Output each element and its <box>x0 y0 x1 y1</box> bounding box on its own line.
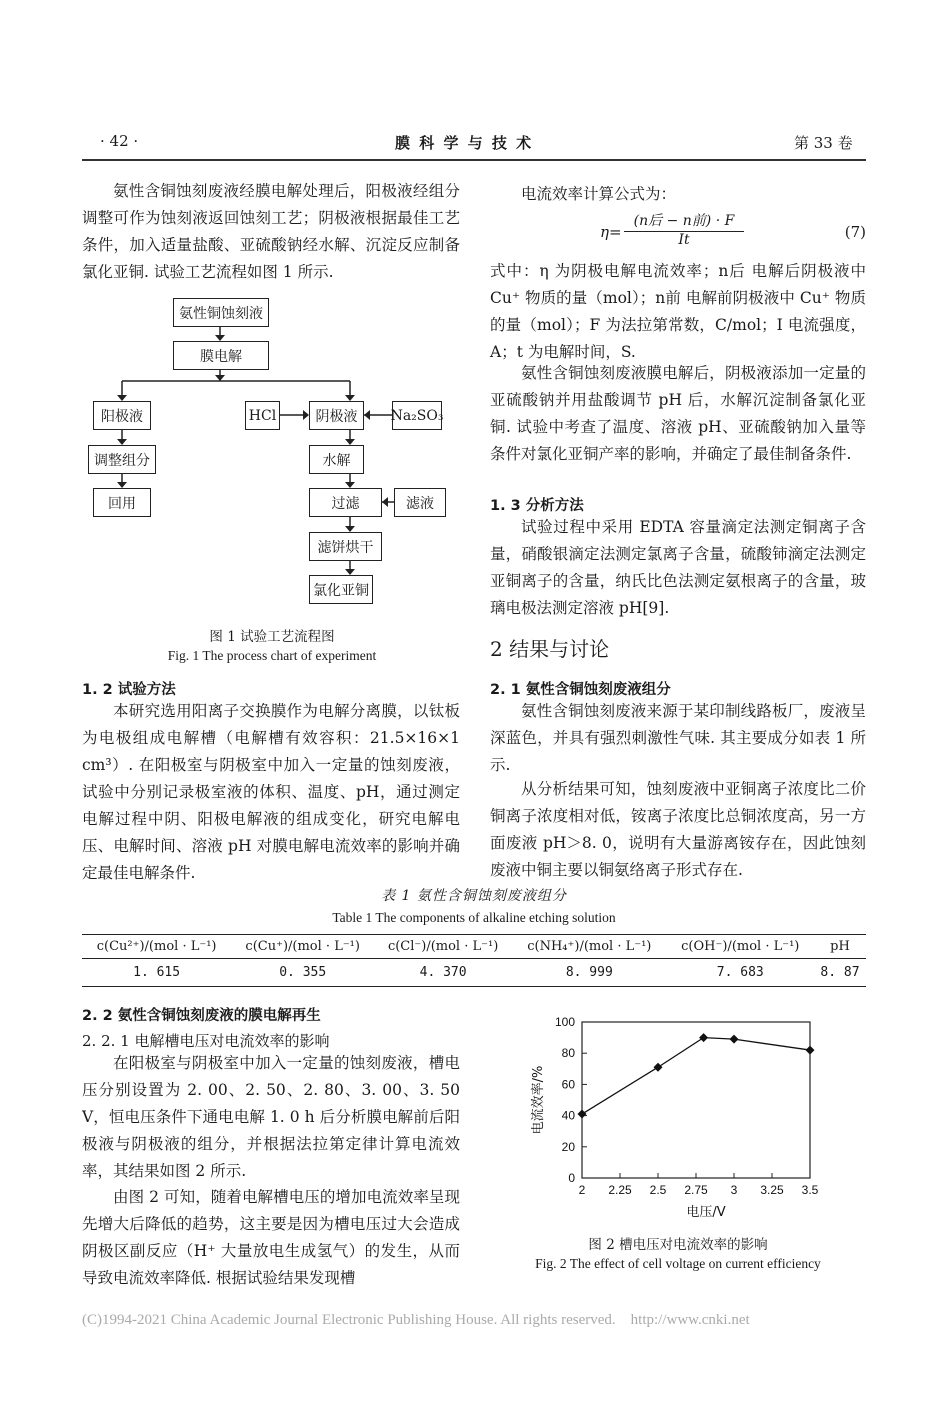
data-point <box>730 1035 739 1044</box>
table-header-cl: c(Cl⁻)/(mol · L⁻¹) <box>387 939 499 954</box>
equation-7 <box>600 210 866 255</box>
table-header-cu2: c(Cu²⁺)/(mol · L⁻¹) <box>96 939 217 954</box>
preparation-paragraph: 氨性含铜蚀刻废液膜电解后，阴极液添加一定量的亚硫酸钠并用盐酸调节 pH 后，水解沉淀制备氯化亚铜. 试验中考查了温度、溶液 pH、亚硫酸钠加入量等条件对氯化亚铜产率的影响，并确定了最佳制备条件. <box>490 364 866 463</box>
box-cake-drying: 滤饼烘干 <box>309 532 382 561</box>
data-point <box>654 1063 663 1072</box>
table-1-title-en: Table 1 The components of alkaline etching solution <box>332 910 616 925</box>
box-cuprous-chloride: 氯化亚铜 <box>309 575 373 604</box>
chart-svg <box>520 1010 840 1225</box>
y-axis-label: 电流效率/% <box>531 1065 546 1135</box>
voltage-result-paragraph: 由图 2 可知，随着电解槽电压的增加电流效率呈现先增大后降低的趋势，这主要是因为槽电压过大会造成阴极区副反应（H⁺ 大量放电生成氢气）的发生，从而导致电流效率降低. 根据试验结果发现槽 <box>82 1188 460 1287</box>
y-tick-label: 40 <box>561 1108 575 1123</box>
y-tick-label: 60 <box>561 1077 575 1092</box>
method-paragraph: 本研究选用阳离子交换膜作为电解分离膜，以钛板为电极组成电解槽（电解槽有效容积：21.5×16×1 cm³）. 在阳极室与阴极室中加入一定量的蚀刻废液，试验中分别记录极室液的体积、温度、pH，通过测定电解过程中阴、阳极电解液的组成变化，研究电解电压、电解时间、溶液 pH 对膜电解电流效率的影响并确定最佳电解条件. <box>82 702 460 882</box>
x-tick-label: 2 <box>578 1183 586 1197</box>
equation-denominator: It <box>678 232 690 248</box>
formula-description: 式中：η 为阴极电解电流效率；n后 电解后阴极液中 Cu⁺ 物质的量（mol）；n前 电解前阴极液中 Cu⁺ 物质的量（mol）；F 为法拉第常数，C/mol；I 电流强度，A；t 为电解时间，S. <box>490 262 866 361</box>
equation-fraction <box>624 210 744 248</box>
table-cell: 7. 683 <box>716 965 764 980</box>
y-tick-label: 100 <box>554 1015 575 1029</box>
box-na2so3: Na₂SO₃ <box>392 401 442 430</box>
table-row <box>82 959 866 987</box>
box-etching-waste: 氨性铜蚀刻液 <box>173 298 269 327</box>
box-hcl: HCl <box>245 401 280 430</box>
table-cell: 8. 87 <box>820 965 860 980</box>
figure-1-flowchart <box>82 295 462 615</box>
voltage-setup-paragraph: 在阳极室与阴极室中加入一定量的蚀刻废液，槽电压分别设置为 2. 00、2. 50、2. 80、3. 00、3. 50 V，恒电压条件下通电电解 1. 0 h 后分析膜电解前后阳极液与阴极液的组分，并根据法拉第定律计算电流效率，其结果如图 2 所示. <box>82 1054 460 1180</box>
figure-1-caption-en: Fig. 1 The process chart of experiment <box>167 648 377 663</box>
x-tick-label: 3.25 <box>760 1183 784 1197</box>
analysis-paragraph: 试验过程中采用 EDTA 容量滴定法测定铜离子含量，硝酸银滴定法测定氯离子含量，硫酸铈滴定法测定亚铜离子的含量，纳氏比色法测定氨根离子的含量，玻璃电极法测定溶液 pH[9]. <box>490 518 866 617</box>
table-cell: 1. 615 <box>133 965 181 980</box>
header-rule <box>82 159 866 161</box>
copyright-footer: (C)1994-2021 China Academic Journal Electronic Publishing House. All rights reserved. http://www.cnki.net <box>82 1312 750 1328</box>
box-hydrolysis: 水解 <box>309 445 364 474</box>
table-cell: 8. 999 <box>565 965 613 980</box>
x-tick-label: 2.75 <box>684 1183 708 1197</box>
y-tick-label: 80 <box>561 1046 575 1061</box>
box-adjust-composition: 调整组分 <box>88 445 156 474</box>
x-tick-label: 3.5 <box>801 1183 819 1197</box>
table-1 <box>82 934 866 987</box>
section-2-title: 2 结果与讨论 <box>490 637 610 661</box>
intro-paragraph: 氨性含铜蚀刻废液经膜电解处理后，阳极液经组分调整可作为蚀刻液返回蚀刻工艺；阴极液根据最佳工艺条件，加入适量盐酸、亚硫酸钠经水解、沉淀反应制备氯化亚铜. 试验工艺流程如图 1 所示. <box>82 182 460 281</box>
y-tick-label: 20 <box>561 1139 575 1154</box>
figure-1-caption-cn: 图 1 试验工艺流程图 <box>209 629 335 645</box>
table-1-title-cn: 表 1 氨性含铜蚀刻废液组分 <box>381 888 567 904</box>
waste-source-paragraph: 氨性含铜蚀刻废液来源于某印制线路板厂，废液呈深蓝色，并具有强烈刺激性气味. 其主要成分如表 1 所示. <box>490 702 866 774</box>
box-anolyte: 阳极液 <box>93 401 151 430</box>
section-1-3-title: 1. 3 分析方法 <box>490 498 584 514</box>
section-2-2-title: 2. 2 氨性含铜蚀刻废液的膜电解再生 <box>82 1008 321 1024</box>
table-header-cu1: c(Cu⁺)/(mol · L⁻¹) <box>245 939 360 954</box>
figure-2-caption-cn: 图 2 槽电压对电流效率的影响 <box>588 1237 768 1253</box>
equation-lhs: η= <box>600 223 622 241</box>
figure-2-caption-en: Fig. 2 The effect of cell voltage on current efficiency <box>535 1256 821 1271</box>
box-catholyte: 阴极液 <box>309 401 364 430</box>
box-filtrate: 滤液 <box>394 488 446 517</box>
x-axis-label: 电压/V <box>686 1205 726 1220</box>
box-reuse: 回用 <box>93 488 151 517</box>
series-line <box>582 1038 810 1114</box>
analysis-result-paragraph: 从分析结果可知，蚀刻废液中亚铜离子浓度比二价铜离子浓度相对低，铵离子浓度比总铜浓度高，另一方面废液 pH＞8. 0，说明有大量游离铵存在，因此蚀刻废液中铜主要以铜氨络离子形式存在. <box>490 780 866 879</box>
box-membrane-electrolysis: 膜电解 <box>173 341 269 370</box>
figure-2-chart <box>520 1010 840 1225</box>
box-filtration: 过滤 <box>309 488 382 517</box>
table-header-nh4: c(NH₄⁺)/(mol · L⁻¹) <box>527 939 652 954</box>
x-tick-label: 3 <box>730 1183 738 1197</box>
table-header-oh: c(OH⁻)/(mol · L⁻¹) <box>681 939 800 954</box>
data-point <box>578 1110 587 1119</box>
table-cell: 0. 355 <box>279 965 327 980</box>
page-number: · 42 · <box>100 132 139 150</box>
x-tick-label: 2.5 <box>649 1183 667 1197</box>
data-point <box>806 1046 815 1055</box>
formula-intro: 电流效率计算公式为： <box>521 185 677 203</box>
data-point <box>699 1033 708 1042</box>
section-2-1-title: 2. 1 氨性含铜蚀刻废液组分 <box>490 682 671 698</box>
table-cell: 4. 370 <box>419 965 467 980</box>
equation-number: (7) <box>844 223 866 241</box>
equation-numerator: (n后 − n前) · F <box>624 210 744 232</box>
section-1-2-title: 1. 2 试验方法 <box>82 682 176 698</box>
journal-title: 膜 科 学 与 技 术 <box>395 134 534 152</box>
x-tick-label: 2.25 <box>608 1183 632 1197</box>
section-2-2-1-title: 2. 2. 1 电解槽电压对电流效率的影响 <box>82 1032 330 1050</box>
table-header-ph: pH <box>830 939 850 954</box>
volume-label: 第 33 卷 <box>794 134 853 152</box>
y-tick-label: 0 <box>568 1171 575 1185</box>
